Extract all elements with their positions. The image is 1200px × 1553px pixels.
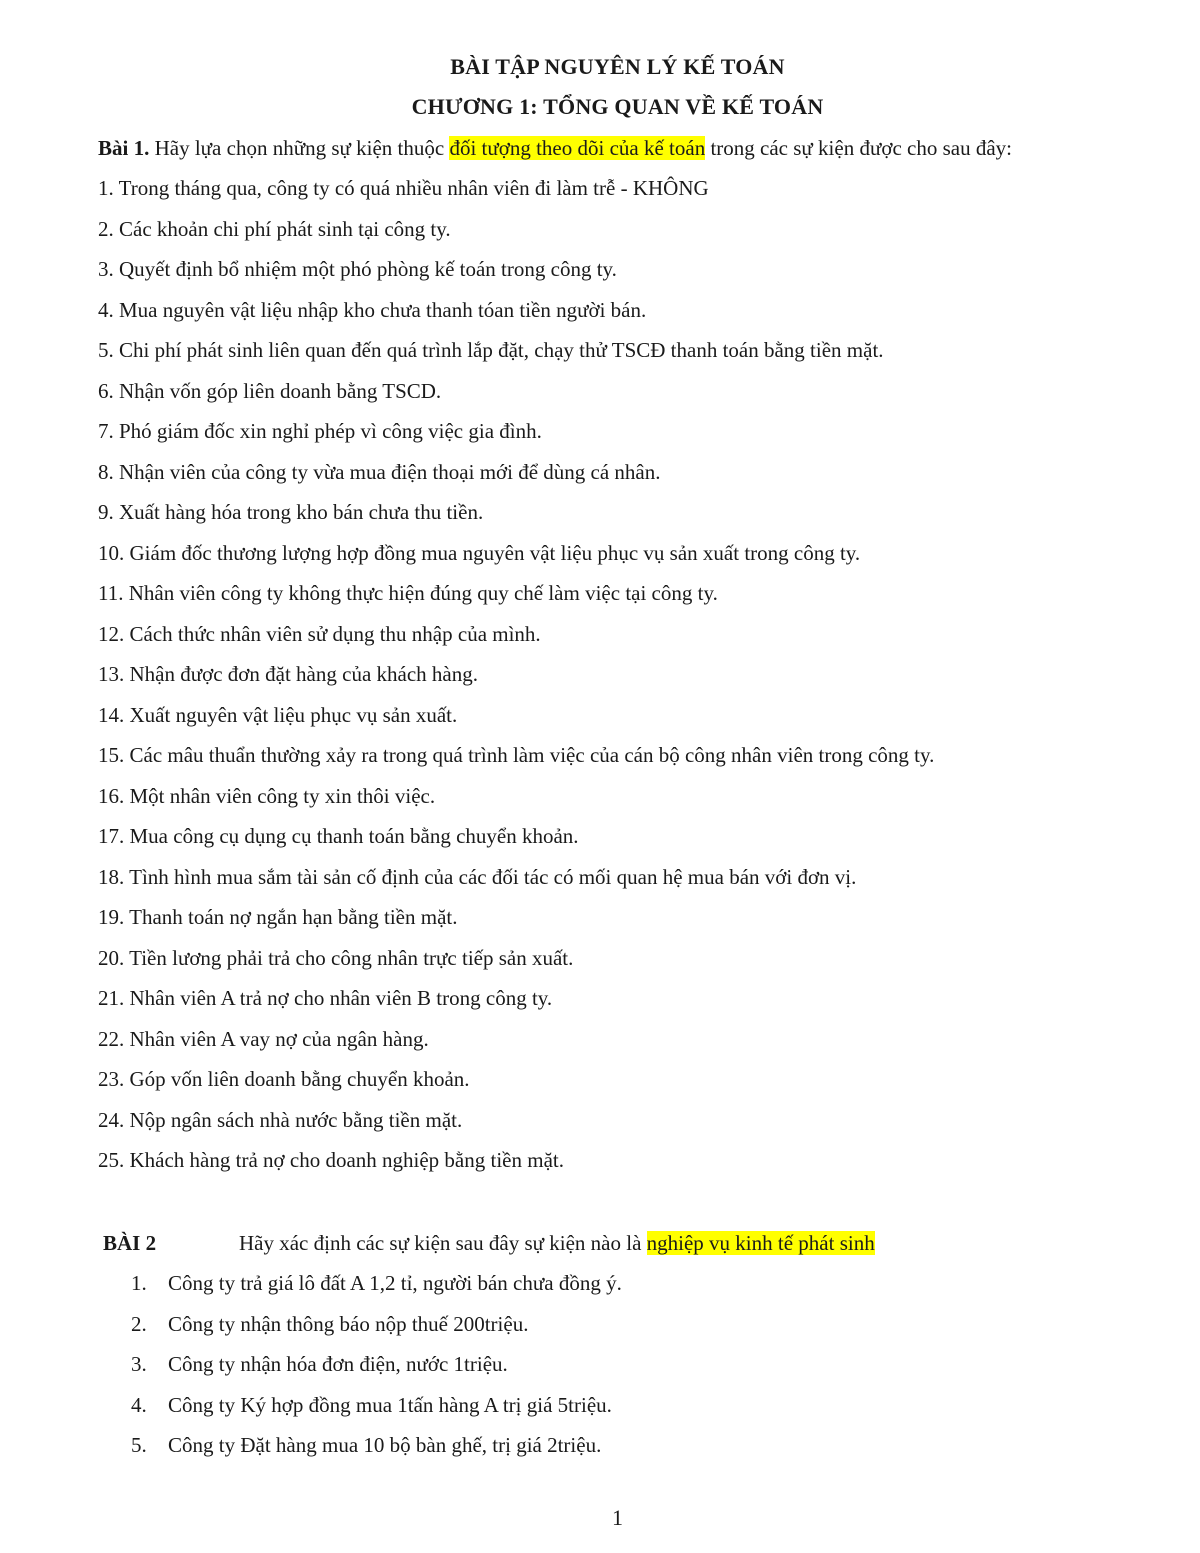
page-number: 1: [612, 1505, 623, 1530]
bai1-item-10: 10. Giám đốc thương lượng hợp đồng mua nguyên vật liệu phục vụ sản xuất trong công ty.: [98, 541, 861, 565]
bai2-item-number: 5.: [131, 1433, 147, 1457]
bai1-item-9: 9. Xuất hàng hóa trong kho bán chưa thu tiền.: [98, 500, 484, 524]
bai1-intro-highlight: đối tượng theo dõi của kế toán: [449, 136, 706, 160]
bai2-item-text: Công ty Ký hợp đồng mua 1tấn hàng A trị giá 5triệu.: [168, 1393, 612, 1417]
bai2-intro-before: Hãy xác định các sự kiện sau đây sự kiện nào là: [239, 1231, 647, 1255]
bai1-intro-before: Hãy lựa chọn những sự kiện thuộc: [149, 136, 450, 160]
bai2-label: BÀI 2: [103, 1231, 157, 1255]
bai2-item-text: Công ty trả giá lô đất A 1,2 tỉ, người bán chưa đồng ý.: [168, 1271, 622, 1295]
document-title: BÀI TẬP NGUYÊN LÝ KẾ TOÁN: [450, 54, 785, 79]
bai1-item-12: 12. Cách thức nhân viên sử dụng thu nhập của mình.: [98, 622, 541, 646]
bai1-item-2: 2. Các khoản chi phí phát sinh tại công ty.: [98, 217, 451, 241]
bai1-item-19: 19. Thanh toán nợ ngắn hạn bằng tiền mặt.: [98, 905, 458, 929]
bai2-intro-highlight: nghiệp vụ kinh tế phát sinh: [646, 1231, 875, 1255]
bai1-item-8: 8. Nhận viên của công ty vừa mua điện thoại mới để dùng cá nhân.: [98, 460, 661, 484]
bai1-intro: [98, 133, 1012, 163]
bai1-item-24: 24. Nộp ngân sách nhà nước bằng tiền mặt.: [98, 1108, 463, 1132]
bai2-item-text: Công ty nhận thông báo nộp thuế 200triệu.: [168, 1312, 529, 1336]
bai1-item-11: 11. Nhân viên công ty không thực hiện đúng quy chế làm việc tại công ty.: [98, 581, 718, 605]
bai1-item-20: 20. Tiền lương phải trả cho công nhân trực tiếp sản xuất.: [98, 946, 574, 970]
bai2-item-2: [131, 1309, 528, 1339]
bai1-item-4: 4. Mua nguyên vật liệu nhập kho chưa thanh tóan tiền người bán.: [98, 298, 647, 322]
bai2-item-number: 1.: [131, 1271, 147, 1295]
bai1-item-6: 6. Nhận vốn góp liên doanh bằng TSCD.: [98, 379, 442, 403]
bai1-item-21: 21. Nhân viên A trả nợ cho nhân viên B trong công ty.: [98, 986, 553, 1010]
bai1-item-3: 3. Quyết định bổ nhiệm một phó phòng kế toán trong công ty.: [98, 257, 617, 281]
bai1-item-15: 15. Các mâu thuẩn thường xảy ra trong quá trình làm việc của cán bộ công nhân viên trong công ty.: [98, 743, 935, 767]
bai1-item-1: 1. Trong tháng qua, công ty có quá nhiều nhân viên đi làm trễ - KHÔNG: [98, 176, 709, 200]
bai1-item-18: 18. Tình hình mua sắm tài sản cố định của các đối tác có mối quan hệ mua bán với đơn vị.: [98, 865, 857, 889]
bai1-item-7: 7. Phó giám đốc xin nghỉ phép vì công việc gia đình.: [98, 419, 542, 443]
bai2-item-5: [131, 1430, 601, 1460]
bai2-item-3: [131, 1349, 508, 1379]
bai2-item-number: 4.: [131, 1393, 147, 1417]
bai2-item-1: [131, 1268, 622, 1298]
bai1-item-23: 23. Góp vốn liên doanh bằng chuyển khoản.: [98, 1067, 470, 1091]
bai2-item-number: 2.: [131, 1312, 147, 1336]
bai2-item-number: 3.: [131, 1352, 147, 1376]
bai1-item-25: 25. Khách hàng trả nợ cho doanh nghiệp bằng tiền mặt.: [98, 1148, 564, 1172]
bai1-item-22: 22. Nhân viên A vay nợ của ngân hàng.: [98, 1027, 429, 1051]
bai1-item-16: 16. Một nhân viên công ty xin thôi việc.: [98, 784, 436, 808]
bai1-label: Bài 1.: [98, 136, 150, 160]
bai1-intro-after: trong các sự kiện được cho sau đây:: [705, 136, 1012, 160]
bai2-item-text: Công ty Đặt hàng mua 10 bộ bàn ghế, trị giá 2triệu.: [168, 1433, 602, 1457]
bai1-item-14: 14. Xuất nguyên vật liệu phục vụ sản xuất.: [98, 703, 458, 727]
bai2-item-4: [131, 1390, 612, 1420]
bai1-item-13: 13. Nhận được đơn đặt hàng của khách hàng.: [98, 662, 478, 686]
bai2-intro: [103, 1228, 875, 1258]
chapter-title: CHƯƠNG 1: TỔNG QUAN VỀ KẾ TOÁN: [411, 94, 824, 119]
bai2-item-text: Công ty nhận hóa đơn điện, nước 1triệu.: [168, 1352, 508, 1376]
bai1-item-17: 17. Mua công cụ dụng cụ thanh toán bằng chuyển khoản.: [98, 824, 579, 848]
bai1-item-5: 5. Chi phí phát sinh liên quan đến quá trình lắp đặt, chạy thử TSCĐ thanh toán bằng tiền mặt.: [98, 338, 884, 362]
